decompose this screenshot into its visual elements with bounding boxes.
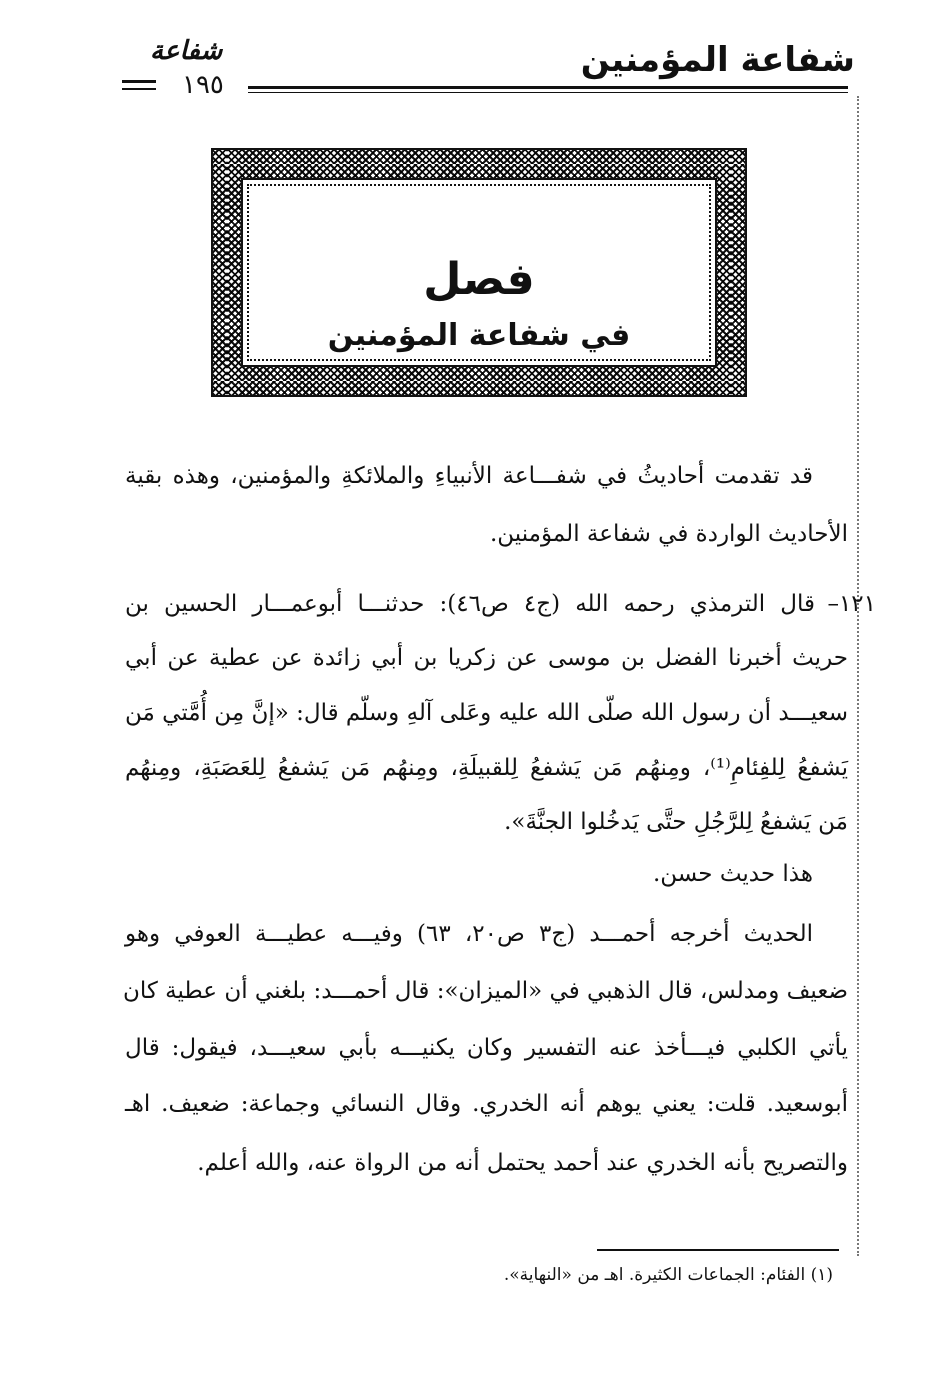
commentary-line: الحديث أخرجه أحمـــد (ج٣ ص٢٠، ٦٣) وفيـــه عطيـــة العوفي وهو bbox=[125, 921, 814, 947]
hadith-number: ١٢١– bbox=[827, 591, 876, 617]
section-ornament-frame bbox=[213, 150, 745, 395]
hadith-line: سعيـــد أن رسول الله صلّى الله عليه وعَلى آلهِ وسلّم قال: «إنَّ مِن أُمَّتي مَن bbox=[125, 700, 848, 726]
hadith-line: يَشفعُ لِلفِئامِ⁽¹⁾، ومِنهُم مَن يَشفعُ لِلقبيلَةِ، ومِنهُم مَن يَشفعُ لِلعَصَبَةِ، ومِنهُم bbox=[125, 755, 849, 781]
footnote-rule bbox=[597, 1249, 839, 1251]
commentary-line: أبوسعيد. قلت: يعني يوهم أنه الخدري. وقال النسائي وجماعة: ضعيف. اهـ bbox=[125, 1091, 848, 1117]
hadith-line: قال الترمذي رحمه الله (ج٤ ص٤٦): حدثنـــا أبوعمـــار الحسين بن bbox=[125, 591, 816, 617]
series-logo: شفاعة bbox=[150, 36, 223, 66]
header-rule bbox=[248, 92, 848, 93]
intro-line: قد تقدمت أحاديثُ في شفـــاعة الأنبياءِ والملائكةِ والمؤمنين، وهذه بقية bbox=[125, 463, 813, 489]
intro-line: الأحاديث الواردة في شفاعة المؤمنين. bbox=[489, 521, 848, 547]
section-subtitle: في شفاعة المؤمنين bbox=[327, 318, 631, 353]
running-header-title: شفاعة المؤمنين bbox=[580, 40, 855, 80]
hadith-grade: هذا حديث حسن. bbox=[652, 861, 813, 887]
hadith-line: حريث أخبرنا الفضل بن موسى عن زكريا بن أبي زائدة عن عطية عن أبي bbox=[125, 645, 848, 671]
page-number: ١٩٥ bbox=[182, 70, 224, 100]
header-dash bbox=[122, 80, 156, 83]
commentary-line: والتصريح بأنه الخدري عند أحمد يحتمل أنه من الرواة عنه، والله أعلم. bbox=[197, 1150, 848, 1176]
header-dash bbox=[122, 88, 156, 90]
section-title: فصل bbox=[423, 254, 535, 305]
footnote: (١) الفئام: الجماعات الكثيرة. اهـ من «النهاية». bbox=[503, 1265, 833, 1285]
commentary-line: يأتي الكلبي فيـــأخذ عنه التفسير وكان يكنيـــه بأبي سعيـــد، فيقول: قال bbox=[125, 1035, 848, 1061]
section-frame-inner bbox=[241, 178, 717, 367]
hadith-line: مَن يَشفعُ لِلرَّجُلِ حتَّى يَدخُلوا الجنَّةَ». bbox=[504, 809, 848, 835]
margin-dotted-line bbox=[857, 96, 859, 1256]
header-rule bbox=[248, 86, 848, 89]
commentary-line: ضعيف ومدلس، قال الذهبي في «الميزان»: قال أحمـــد: بلغني أن عطية كان bbox=[122, 978, 848, 1004]
